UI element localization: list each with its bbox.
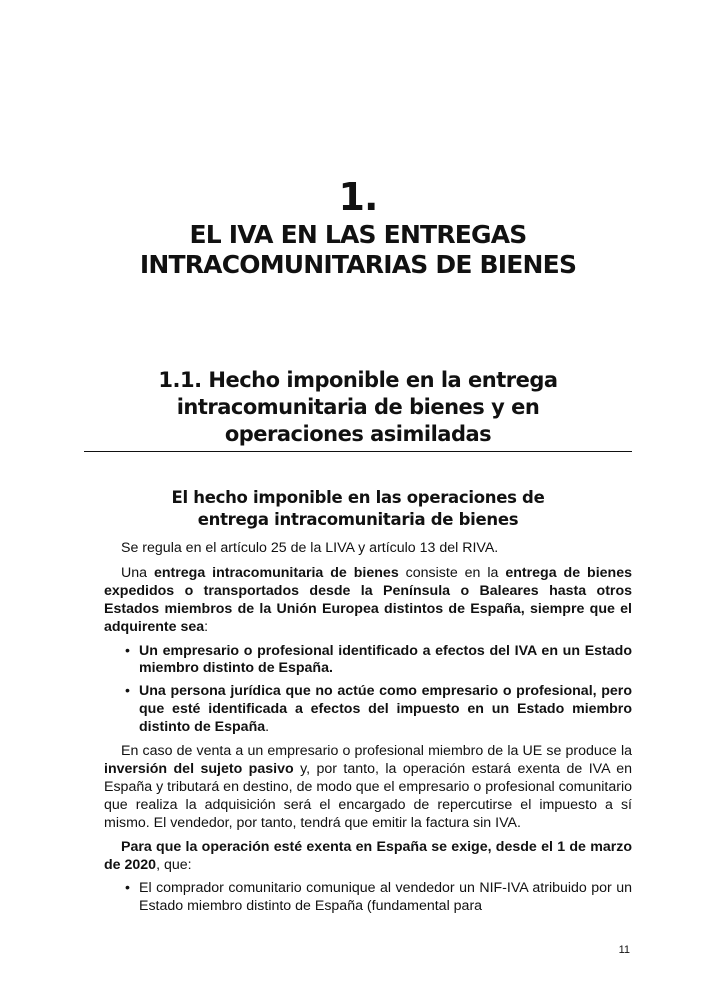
chapter-number: 1. bbox=[338, 175, 378, 219]
inversion-text-2: y, por tanto, la operación estará exenta de IVA en España y tributará en destino, de modo que el empresario o profesional comunitario que realiza la adquisición será el encargado de repercutirse el impuesto a sí mismo. El vendedor, por tanto, tendrá que emitir la factura sin IVA. bbox=[104, 760, 632, 831]
subsection-title-line-2: entrega intracomunitaria de bienes bbox=[197, 510, 519, 529]
list-item-end: . bbox=[265, 719, 270, 736]
definition-text-1: Una bbox=[121, 564, 154, 581]
list-item-text: Un empresario o profesional identificado a efectos del IVA en un Estado miembro distinto de España. bbox=[139, 642, 632, 677]
bullet-icon: • bbox=[125, 683, 130, 700]
requirements-tail: , que: bbox=[156, 856, 192, 873]
bullet-icon: • bbox=[125, 880, 130, 897]
page-number: 11 bbox=[618, 944, 630, 956]
inversion-text-1: En caso de venta a un empresario o profesional miembro de la UE se produce la bbox=[121, 743, 632, 760]
chapter-title bbox=[0, 220, 716, 280]
definition-term: entrega intracomunitaria de bienes bbox=[153, 564, 399, 581]
chapter-title-line-1: EL IVA EN LAS ENTREGAS bbox=[189, 220, 527, 249]
bullet-icon: • bbox=[125, 642, 130, 659]
list-item-text: El comprador comunitario comunique al vendedor un NIF-IVA atribuido por un Estado miembro distinto de España (fundamental para bbox=[139, 880, 632, 915]
section-title-line-2: intracomunitaria de bienes y en bbox=[176, 395, 540, 419]
body-text bbox=[104, 540, 632, 922]
definition-text-2: consiste en la bbox=[398, 564, 506, 581]
section-title-line-1: 1.1. Hecho imponible en la entrega bbox=[158, 368, 558, 392]
paragraph-requirements bbox=[104, 839, 632, 875]
subsection-title bbox=[84, 487, 632, 531]
list-item bbox=[125, 683, 632, 737]
section-title-line-3: operaciones asimiladas bbox=[224, 422, 492, 446]
requirements-lead: Para que la operación esté exenta en España se exige, desde el 1 de marzo de 2020 bbox=[104, 838, 632, 873]
requirements-list bbox=[104, 880, 632, 916]
inversion-term: inversión del sujeto pasivo bbox=[104, 760, 294, 777]
definition-detail: entrega de bienes expedidos o transportados desde la Península o Baleares hasta otros Estados miembros de la Unión Europea distintos de España, siempre que el adquirente sea bbox=[104, 564, 632, 635]
section-title bbox=[84, 367, 632, 448]
list-item-text: Una persona jurídica que no actúe como empresario o profesional, pero que esté identificada a efectos del impuesto en un Estado miembro distinto de España bbox=[139, 683, 632, 736]
paragraph-inversion bbox=[104, 743, 632, 833]
list-item bbox=[125, 880, 632, 916]
subsection-title-line-1: El hecho imponible en las operaciones de bbox=[171, 488, 545, 507]
paragraph-definition bbox=[104, 565, 632, 637]
section-divider bbox=[84, 451, 632, 452]
chapter-title-line-2: INTRACOMUNITARIAS DE BIENES bbox=[139, 250, 577, 279]
list-item bbox=[125, 642, 632, 679]
adquirente-list bbox=[104, 643, 632, 738]
definition-colon: : bbox=[204, 618, 209, 635]
paragraph-regulation: Se regula en el artículo 25 de la LIVA y artículo 13 del RIVA. bbox=[121, 540, 499, 556]
